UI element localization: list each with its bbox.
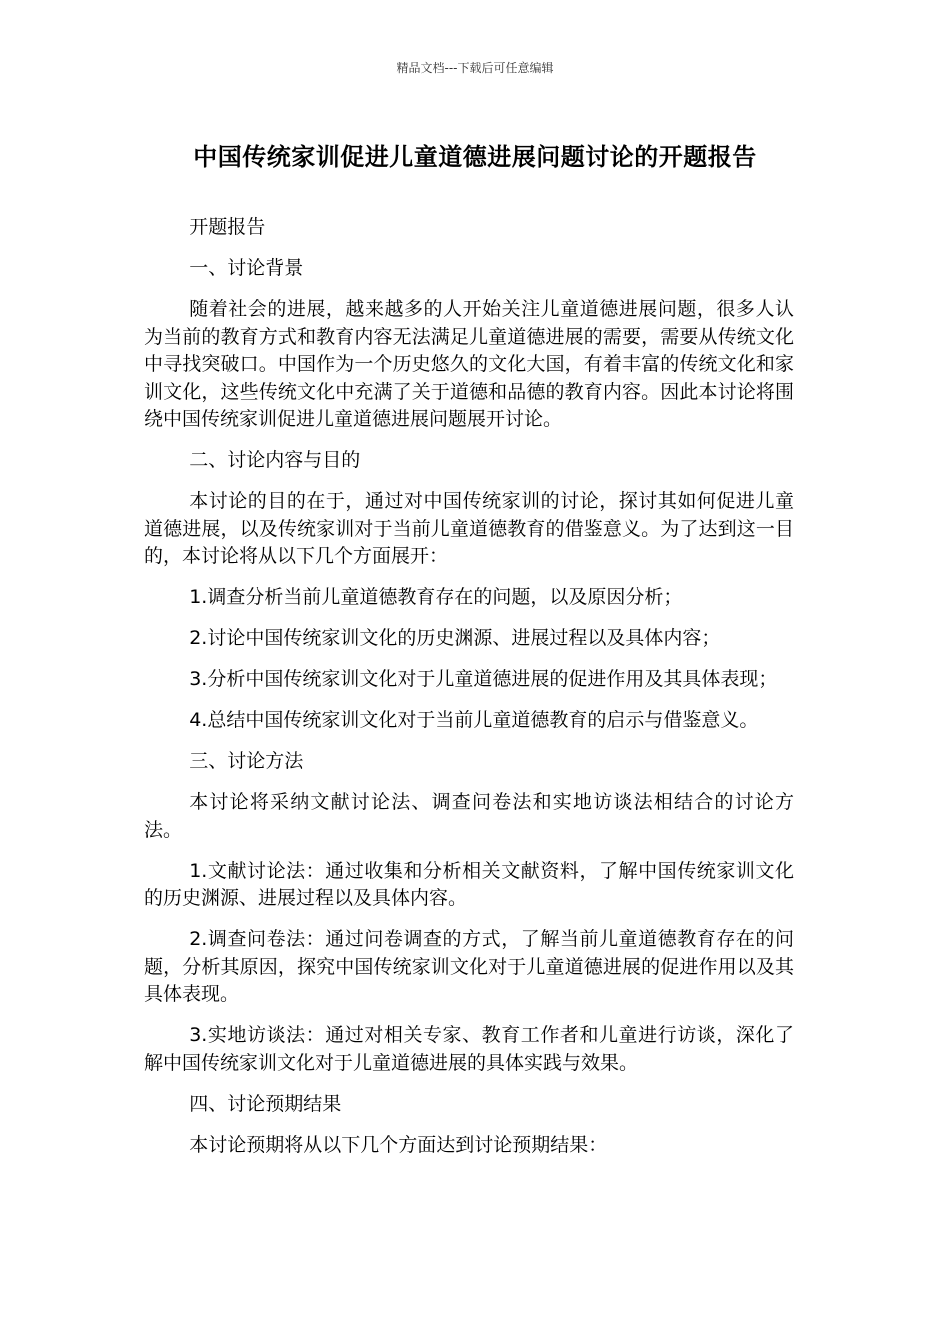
list-item-method-3: 3.实地访谈法：通过对相关专家、教育工作者和儿童进行访谈，深化了解中国传统家训文化对于儿童道德进展的具体实践与效果。 [144, 1024, 794, 1074]
document-body [144, 214, 794, 1173]
paragraph-report-label: 开题报告 [189, 216, 266, 238]
section-heading-background: 一、讨论背景 [189, 257, 304, 279]
list-item-method-2: 2.调查问卷法：通过问卷调查的方式，了解当前儿童道德教育存在的问题，分析其原因，探究中国传统家训文化对于儿童道德进展的促进作用以及其具体表现。 [144, 928, 794, 1005]
list-item-content-2: 2.讨论中国传统家训文化的历史渊源、进展过程以及具体内容； [189, 627, 721, 649]
list-item-content-4: 4.总结中国传统家训文化对于当前儿童道德教育的启示与借鉴意义。 [189, 709, 759, 731]
paragraph-purpose: 本讨论的目的在于，通过对中国传统家训的讨论，探讨其如何促进儿童道德进展，以及传统家训对于当前儿童道德教育的借鉴意义。为了达到这一目的，本讨论将从以下几个方面展开： [144, 490, 794, 567]
list-item-content-3: 3.分析中国传统家训文化对于儿童道德进展的促进作用及其具体表现； [189, 668, 778, 690]
section-heading-expected-results: 四、讨论预期结果 [189, 1092, 342, 1115]
header-note: 精品文档---下载后可任意编辑 [396, 61, 554, 75]
document-title: 中国传统家训促进儿童道德进展问题讨论的开题报告 [193, 143, 757, 171]
section-heading-methods: 三、讨论方法 [189, 750, 304, 772]
paragraph-methods: 本讨论将采纳文献讨论法、调查问卷法和实地访谈法相结合的讨论方法。 [144, 791, 794, 841]
list-item-method-1: 1.文献讨论法：通过收集和分析相关文献资料，了解中国传统家训文化的历史渊源、进展过程以及具体内容。 [144, 859, 794, 909]
list-item-content-1: 1.调查分析当前儿童道德教育存在的问题，以及原因分析； [189, 586, 683, 608]
paragraph-expected-results: 本讨论预期将从以下几个方面达到讨论预期结果： [189, 1133, 608, 1156]
section-heading-content-purpose: 二、讨论内容与目的 [189, 449, 361, 471]
paragraph-background: 随着社会的进展，越来越多的人开始关注儿童道德进展问题，很多人认为当前的教育方式和教育内容无法满足儿童道德进展的需要，需要从传统文化中寻找突破口。中国作为一个历史悠久的文化大国，有着丰富的传统文化和家训文化，这些传统文化中充满了关于道德和品德的教育内容。因此本讨论将围绕中国传统家训促进儿童道德进展问题展开讨论。 [144, 298, 794, 430]
